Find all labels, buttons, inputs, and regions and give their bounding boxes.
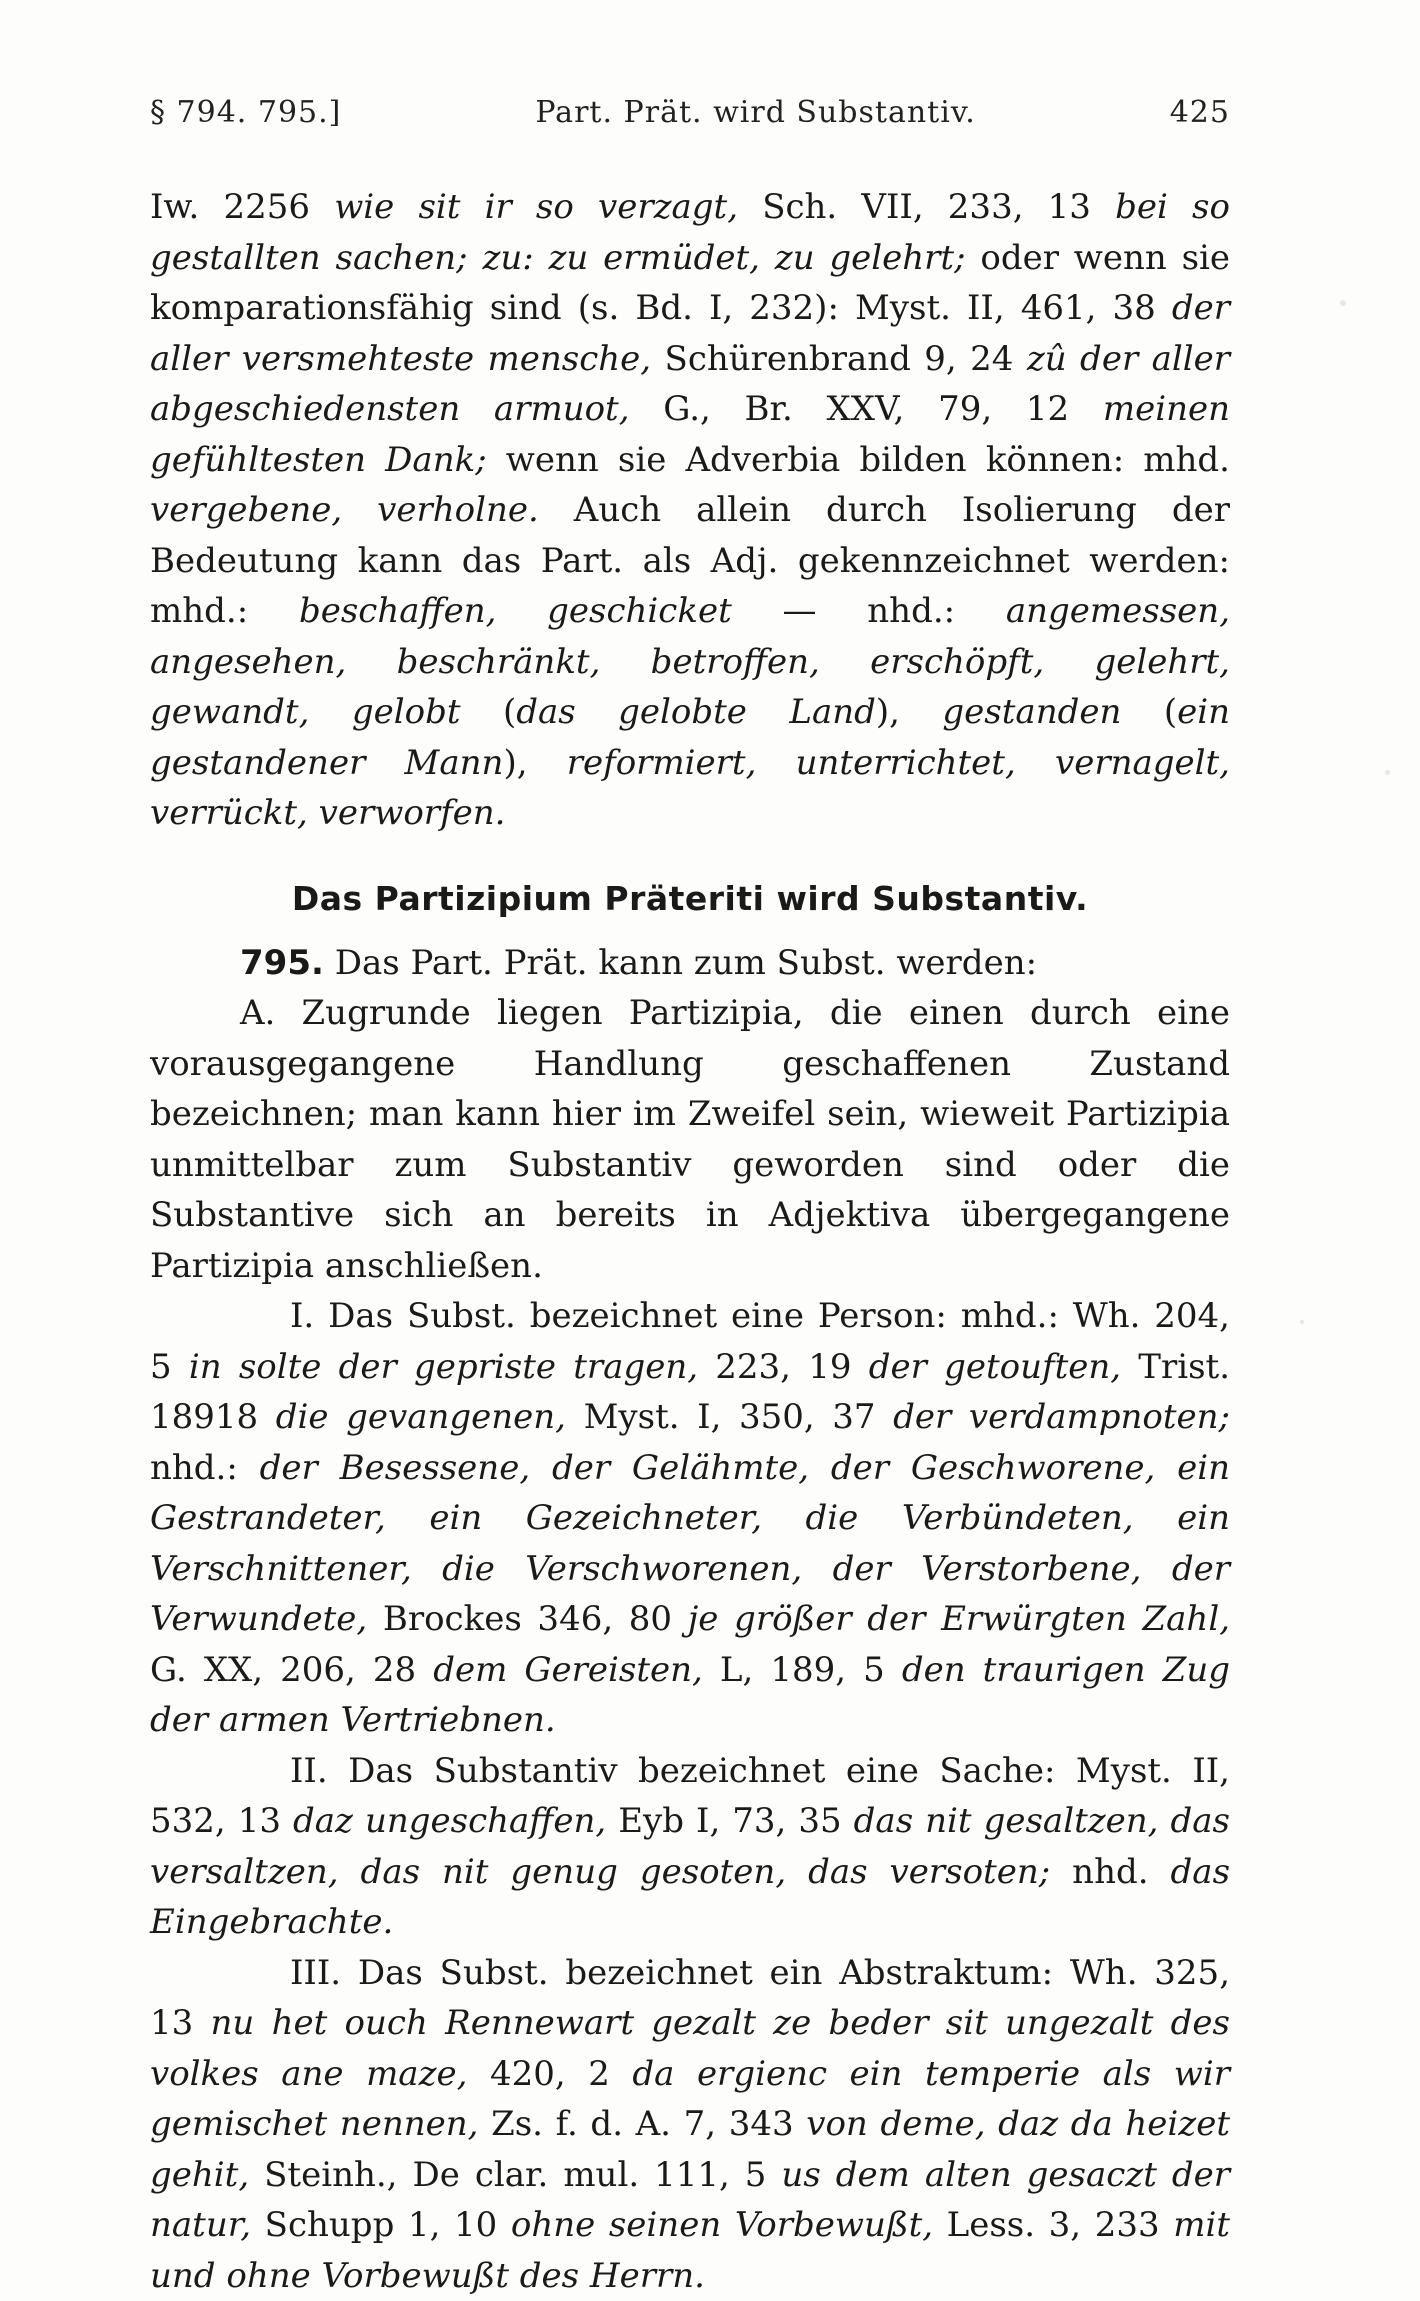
- text-run: oder wenn sie komparationsfähig sind (s. Bd. I, 232): Myst. II, 461, 38: [150, 238, 1230, 329]
- italic-run: nu het ouch Rennewart gezalt ze beder sit ungezalt des volkes ane maze,: [150, 2003, 1230, 2094]
- scan-speck: [1300, 1320, 1304, 1324]
- text-run: 223, 19: [698, 1347, 869, 1387]
- text-run: ),: [876, 692, 943, 732]
- text-run: nhd.: [1050, 1852, 1170, 1892]
- text-run: G., Br. XXV, 79, 12: [630, 389, 1103, 429]
- italic-run: daz ungeschaffen,: [293, 1801, 606, 1841]
- paragraph-795: [150, 938, 1230, 989]
- italic-run: angemessen, angesehen, beschränkt, betroffen, erschöpft, gelehrt, gewandt, gelobt: [150, 591, 1230, 732]
- italic-run: das Eingebrachte.: [150, 1852, 1230, 1943]
- text-run: G. XX, 206, 28: [150, 1650, 433, 1690]
- paragraph-intro: [150, 182, 1230, 839]
- text-run: Auch allein durch Isolierung der Bedeutung kann das Part. als Adj. gekennzeichnet werden: mhd.:: [150, 490, 1230, 631]
- text-run: A. Zugrunde liegen Partizipia, die einen durch eine vorausgegangene Handlung geschaffenen Zustand bezeichnen; man kann hier im Zweifel sein, wieweit Partizipia unmittelbar zum Substantiv geworden sind oder die Substantive sich an bereits in Adjektiva übergegangene Partizipia anschließen.: [150, 993, 1230, 1286]
- italic-run: von deme, daz da heizet gehit,: [150, 2104, 1230, 2195]
- text-run: Brockes 346, 80: [367, 1599, 688, 1639]
- text-run: Myst. I, 350, 37: [566, 1397, 893, 1437]
- text-run: Iw. 2256: [150, 187, 334, 227]
- text-run: Eyb I, 73, 35: [606, 1801, 853, 1841]
- italic-run: das gelobte Land: [516, 692, 876, 732]
- italic-run: den traurigen Zug der armen Vertriebnen.: [150, 1650, 1230, 1741]
- section-reference: § 794. 795.]: [150, 95, 341, 130]
- italic-run: gestanden: [942, 692, 1121, 732]
- section-number: 795.: [240, 943, 324, 983]
- italic-run: der verdampnoten;: [893, 1397, 1230, 1437]
- italic-run: der aller versmehteste mensche,: [150, 288, 1230, 379]
- text-run: (: [1121, 692, 1177, 732]
- italic-run: bei so gestallten sachen;: [150, 187, 1230, 278]
- italic-run: zu: zu ermüdet, zu gelehrt;: [482, 238, 965, 278]
- text-run: Sch. VII, 233, 13: [738, 187, 1115, 227]
- italic-run: je größer der Erwürgten Zahl,: [688, 1599, 1230, 1639]
- text-run: II. Das Substantiv bezeichnet eine Sache: Myst. II, 532, 13: [150, 1751, 1230, 1842]
- page-number: 425: [1170, 95, 1230, 130]
- text-run: nhd.:: [150, 1448, 260, 1488]
- running-header: [150, 95, 1230, 130]
- italic-run: da ergienc ein temperie als wir gemischet nennen,: [150, 2054, 1230, 2145]
- scan-speck: [1340, 300, 1346, 306]
- italic-run: us dem alten gesaczt der natur,: [150, 2155, 1230, 2246]
- italic-run: ohne seinen Vorbewußt,: [511, 2205, 933, 2245]
- scan-speck: [1385, 770, 1390, 775]
- italic-run: beschaffen, geschicket: [299, 591, 732, 631]
- text-run: III. Das Subst. bezeichnet ein Abstraktum: Wh. 325, 13: [150, 1953, 1230, 2044]
- italic-run: ein gestandener Mann: [150, 692, 1230, 783]
- section-heading: Das Partizipium Präteriti wird Substantiv.: [150, 879, 1230, 918]
- text-run: Das Part. Prät. kann zum Subst. werden:: [324, 943, 1037, 983]
- text-run: Zs. f. d. A. 7, 343: [478, 2104, 806, 2144]
- text-run: L, 189, 5: [703, 1650, 902, 1690]
- text-run: 420, 2: [467, 2054, 632, 2094]
- italic-run: das nit gesaltzen, das versaltzen, das nit genug gesoten, das versoten;: [150, 1801, 1230, 1892]
- italic-run: wie sit ir so verzagt,: [334, 187, 738, 227]
- italic-run: der Besessene, der Gelähmte, der Geschworene, ein Gestrandeter, ein Gezeichneter, die Verbündeten, ein Verschnittener, die Verschworenen, der Verstorbene, der Verwundete,: [150, 1448, 1230, 1640]
- text-run: Trist. 18918: [150, 1347, 1230, 1438]
- text-run: wenn sie Adverbia bilden können: mhd.: [487, 440, 1230, 480]
- text-run: I. Das Subst. bezeichnet eine Person: mhd.: Wh. 204, 5: [150, 1296, 1230, 1387]
- italic-run: zû der aller abgeschiedensten armuot,: [150, 339, 1230, 430]
- running-title: Part. Prät. wird Substantiv.: [535, 95, 975, 130]
- italic-run: meinen gefühltesten Dank;: [150, 389, 1230, 480]
- paragraph-a: [150, 988, 1230, 1291]
- text-run: [468, 238, 483, 278]
- italic-run: vergebene, verholne.: [150, 490, 539, 530]
- book-page: [150, 95, 1230, 2301]
- italic-run: die gevangenen,: [276, 1397, 566, 1437]
- paragraph-ii: [150, 1746, 1230, 1948]
- text-run: ),: [503, 743, 566, 783]
- text-run: Steinh., De clar. mul. 111, 5: [249, 2155, 781, 2195]
- paragraph-i: [150, 1291, 1230, 1746]
- italic-run: der getouften,: [869, 1347, 1121, 1387]
- text-run: — nhd.:: [732, 591, 1006, 631]
- text-run: Less. 3, 233: [933, 2205, 1173, 2245]
- text-run: Schürenbrand 9, 24: [651, 339, 1027, 379]
- paragraph-iii: [150, 1948, 1230, 2301]
- text-run: (: [461, 692, 517, 732]
- italic-run: mit und ohne Vorbewußt des Herrn.: [150, 2205, 1230, 2296]
- text-run: Schupp 1, 10: [251, 2205, 511, 2245]
- italic-run: in solte der gepriste tragen,: [189, 1347, 698, 1387]
- italic-run: reformiert, unterrichtet, vernagelt, verrückt, verworfen.: [150, 743, 1230, 834]
- italic-run: dem Gereisten,: [433, 1650, 703, 1690]
